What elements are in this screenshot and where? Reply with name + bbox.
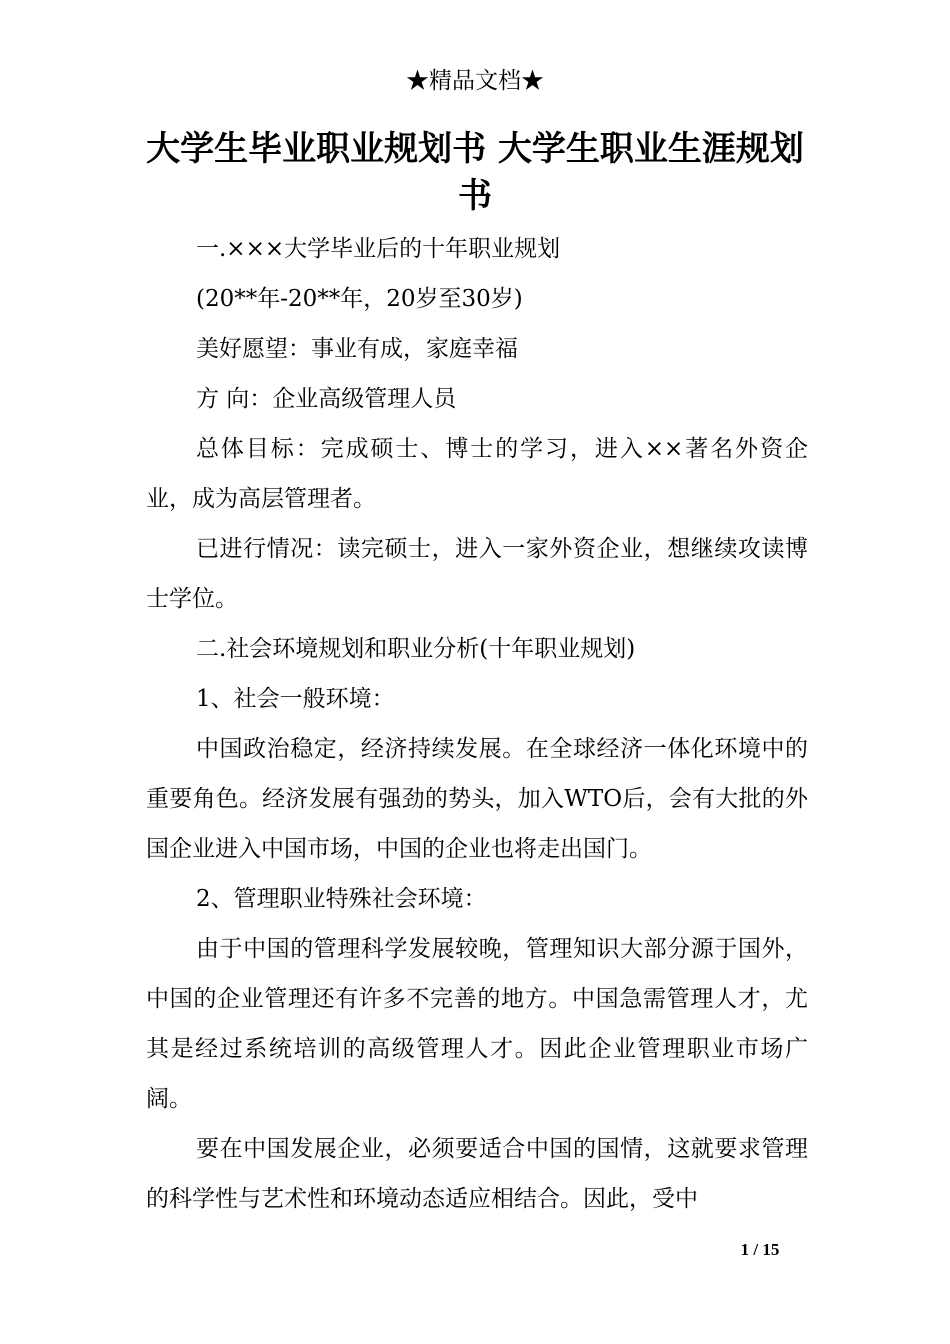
paragraph: 2、管理职业特殊社会环境： [196,886,487,912]
paragraph: 二.社会环境规划和职业分析(十年职业规划) [196,636,636,662]
paragraph: 要在中国发展企业，必须要适合中国的国情，这就要求管理的科学性与艺术性和环境动态适应相结合。因此，受中 [146,1136,808,1212]
page-number: 1 / 15 [740,1240,780,1259]
paragraph: (20**年-20**年，20岁至30岁) [196,286,523,312]
paragraph: 一.×××大学毕业后的十年职业规划 [196,236,561,262]
document-title: 大学生毕业职业规划书 大学生职业生涯规划书 [146,129,804,216]
paragraph: 方 向：企业高级管理人员 [196,386,457,412]
paragraph: 1、社会一般环境： [196,686,395,712]
paragraph: 总体目标：完成硕士、博士的学习，进入××著名外资企业，成为高层管理者。 [146,436,808,512]
paragraph: 中国政治稳定，经济持续发展。在全球经济一体化环境中的重要角色。经济发展有强劲的势头，加入WTO后，会有大批的外国企业进入中国市场，中国的企业也将走出国门。 [146,736,808,862]
paragraph: 美好愿望：事业有成，家庭幸福 [196,336,518,362]
document-body [146,224,808,1224]
paragraph: 已进行情况：读完硕士，进入一家外资企业，想继续攻读博士学位。 [146,536,808,612]
paragraph: 由于中国的管理科学发展较晚，管理知识大部分源于国外，中国的企业管理还有许多不完善的地方。中国急需管理人才，尤其是经过系统培训的高级管理人才。因此企业管理职业市场广阔。 [146,936,808,1112]
page-header: ★精品文档★ [406,68,544,94]
